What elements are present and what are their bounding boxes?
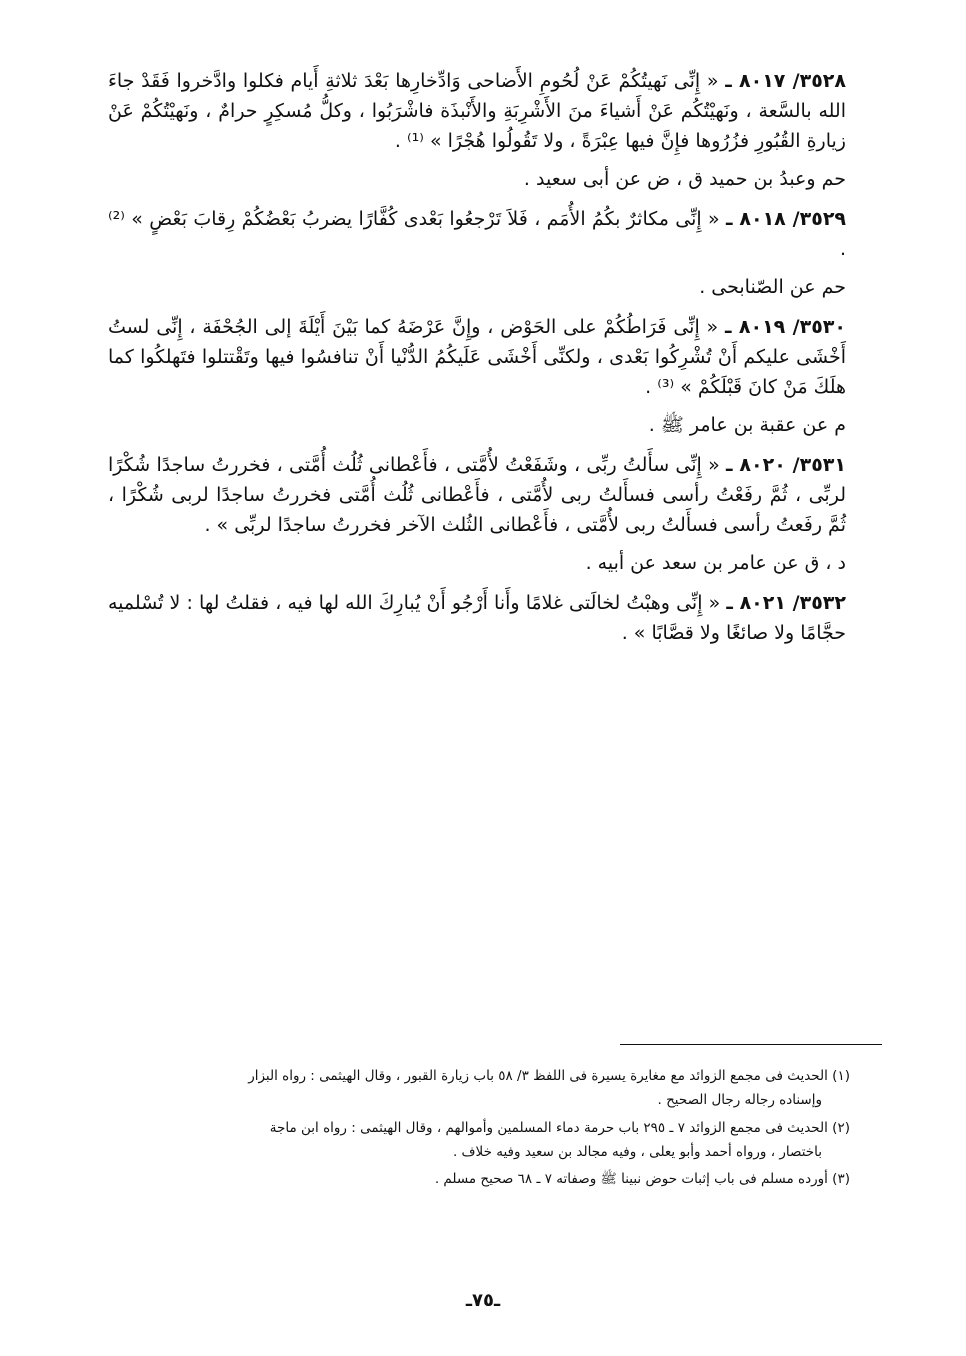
footnote — [108, 1064, 850, 1113]
footnote-text: الحديث فى مجمع الزوائد ٧ ـ ٢٩٥ باب حرمة دماء المسلمين وأموالهم ، وقال الهيثمى : رواه ابن ماجة — [269, 1119, 828, 1136]
hadith-source: حم عن الصّنابحى . — [699, 276, 846, 299]
hadith-entry — [108, 588, 846, 648]
hadith-source: د ، ق عن عامر بن سعد عن أبيه . — [585, 552, 846, 575]
footnotes — [108, 1064, 850, 1194]
hadith-text: « إِنِّى نَهيتُكُمْ عَنْ لُحُومِ الأَضاحى وَادِّخارِها بَعْدَ ثلاثةِ أَيام فكلوا وادَّخروا فَقَدْ جاءَ الله بالسَّعة ، ونَهيْتُكُم عَنْ أَشياءَ منَ الأَشْرِبَةِ والأَنْبذَة فاشْرَبُوا ، وكلُّ مُسكِرٍ حرامٌ ، ونَهيْتُكُمْ عَنْ زيارةِ القُبُورِ فزُرُوها فإِنَّ فيها عِبْرَةً ، ولا تَقُولُوا هُجْرًا » ⁽¹⁾ . — [108, 70, 846, 153]
footnote-divider — [620, 1044, 882, 1045]
footnote-marker: (١) — [832, 1068, 850, 1084]
hadith-text: « إِنِّى سأَلتُ ربِّى ، وشَفَعْتُ لأُمَّتى ، فأَعْطانى ثُلُث أُمَّتى ، فخررتُ ساجدًا شُكْرًا لربِّى ، ثُمَّ رفَعْتُ رأسى فسأَلتُ ربى لأُمَّتى ، فأَعْطانى ثُلُث أُمَّتى فخررتُ ساجدًا لربى شُكْرًا ، ثُمَّ رفَعتُ رأسى فسأَلتُ ربى لأُمَّتى ، فأَعْطانى الثُلث الآخر فخررتُ ساجدًا لربِّى » . — [108, 454, 846, 537]
hadith-text: « إِنِّى مكاثرٌ بكُمُ الأُمَم ، فَلاَ تَرْجعُوا بَعْدى كُفَّارًا يضربُ بَعْضُكُمْ رِقابَ بَعْضٍ » ⁽²⁾ . — [108, 208, 846, 261]
footnote-marker: (٣) — [832, 1171, 850, 1188]
page-number: ـ٧٥ـ — [465, 1290, 501, 1311]
hadith-number: ٣٥٢٩/ ٨٠١٨ ـ — [725, 208, 847, 231]
footnote-continuation: وإسناده رجاله رجال الصحيح . — [657, 1092, 822, 1109]
hadith-source: حم وعبدُ بن حميد ق ، ض عن أبى سعيد . — [523, 168, 846, 191]
hadith-number: ٣٥٣١/ ٨٠٢٠ ـ — [726, 454, 846, 477]
footnote-text: الحديث فى مجمع الزوائد مع مغايرة يسيرة فى اللفظ ٣/ ٥٨ باب زيارة القبور ، وقال الهيثمى : رواه البزار — [248, 1068, 828, 1084]
footnote-text: أورده مسلم فى باب إثبات حوض نبينا ﷺ وصفاته ٧ ـ ٦٨ صحيح مسلم . — [434, 1171, 828, 1188]
hadith-entry — [108, 204, 846, 264]
hadith-entry — [108, 312, 846, 402]
footnote — [108, 1116, 850, 1165]
footnote-marker: (٢) — [832, 1119, 850, 1136]
hadith-entry — [108, 450, 846, 540]
hadith-entry — [108, 66, 846, 156]
hadith-text: « إِنِّى فَرَاطُكُمْ على الحَوْض ، وإِنَّ عَرْضَهُ كما بَيْنَ أَيْلَةَ إلى الجُحْفَة ، إِنِّى لستُ أَخْشَى عليكم أَنْ تُشْرِكُوا بَعْدى ، ولكنِّى أَخْشَى عَلَيكُمُ الدُّنْيا أَنْ تنافسُوا فيها وتَقْتتلوا فتَهلكُوا كما هلَكَ مَنْ كانَ قَبْلَكُمْ » ⁽³⁾ . — [108, 316, 846, 399]
footnote-continuation: باختصار ، ورواه أحمد وأبو يعلى ، وفيه مجالد بن سعيد وفيه خلاف . — [452, 1143, 822, 1160]
hadith-number: ٣٥٣٢/ ٨٠٢١ ـ — [726, 592, 846, 615]
hadith-number: ٣٥٢٨/ ٨٠١٧ ـ — [725, 70, 846, 92]
main-text — [108, 66, 846, 656]
hadith-source: م عن عقبة بن عامر ﷺ . — [648, 414, 846, 437]
hadith-text: « إِنِّى وهبْتُ لخالَتى غلامًا وأَنا أَرْجُو أَنْ يُبارِكَ الله لها فيه ، فقلتُ لها : لا تُسْلميه حجَّامًا ولا صائغًا ولا قصَّابًا » . — [108, 592, 846, 645]
footnote — [108, 1167, 850, 1191]
hadith-number: ٣٥٣٠/ ٨٠١٩ ـ — [725, 316, 846, 339]
